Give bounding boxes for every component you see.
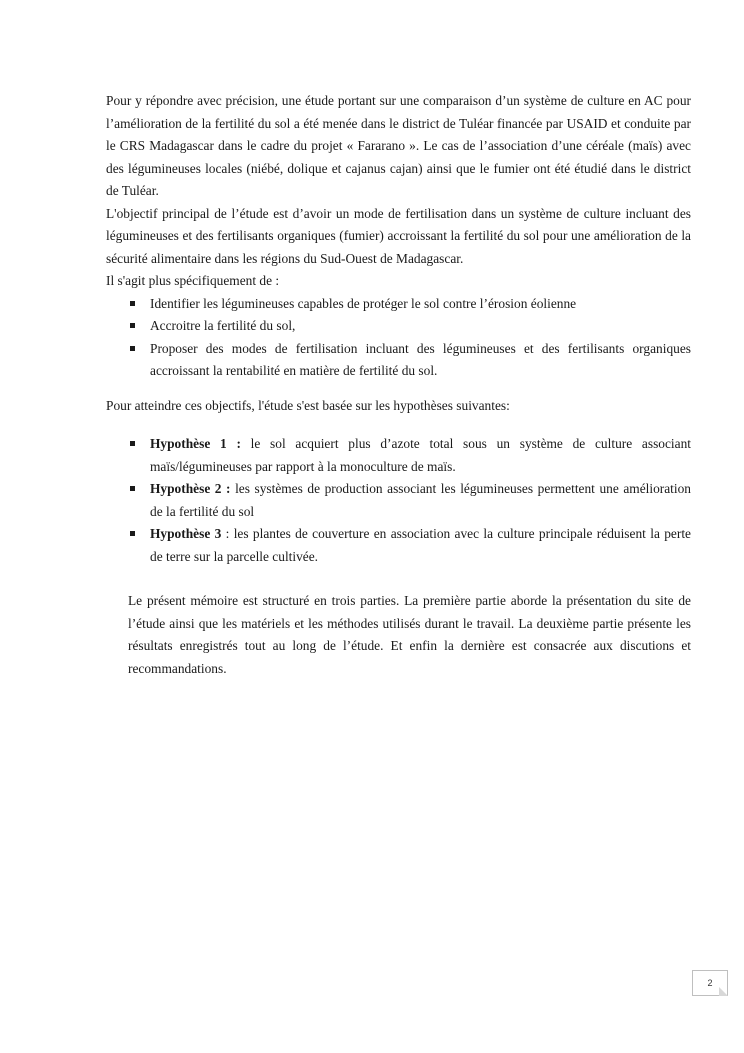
hypothesis-label: Hypothèse 1 :: [150, 436, 241, 451]
specific-objectives-intro: Il s'agit plus spécifiquement de :: [106, 273, 280, 288]
page-number-box: [692, 970, 728, 996]
hypothesis-item: [106, 433, 691, 478]
square-bullet-icon: [130, 486, 135, 491]
square-bullet-icon: [130, 301, 135, 306]
hypothesis-item: [106, 478, 691, 523]
hypothesis-text: le sol acquiert plus d’azote total sous un système de culture associant maïs/légumineuses par rapport à la monoculture de maïs.: [150, 436, 691, 474]
page-number: 2: [707, 978, 713, 988]
square-bullet-icon: [130, 531, 135, 536]
hypothesis-label: Hypothèse 3: [150, 526, 222, 541]
structure-paragraph: Le présent mémoire est structuré en trois parties. La première partie aborde la présentation du site de l’étude ainsi que les matériels et les méthodes utilisés durant le travail. La deuxième partie présente les résultats enregistrés tout au long de l’étude. Et enfin la dernière est consacrée aux discutions et recommandations.: [128, 593, 691, 676]
hypothesis-item: [106, 523, 691, 568]
hypotheses-list: [106, 433, 691, 568]
list-item: Identifier les légumineuses capables de protéger le sol contre l’érosion éolienne: [106, 293, 691, 316]
list-item: Proposer des modes de fertilisation incluant des légumineuses et des fertilisants organiques accroissant la rentabilité en matière de fertilité du sol.: [106, 338, 691, 383]
hypothesis-label: Hypothèse 2 :: [150, 481, 231, 496]
page-curl-icon: [719, 987, 728, 996]
intro-paragraph: Pour y répondre avec précision, une étude portant sur une comparaison d’un système de culture en AC pour l’amélioration de la fertilité du sol a été menée dans le district de Tuléar financée par USAID et conduite par le CRS Madagascar dans le cadre du projet « Fararano ». Le cas de l’association d’une céréale (maïs) avec des légumineuses locales (niébé, dolique et cajanus cajan) ainsi que le fumier ont été étudié dans le district de Tuléar.: [106, 93, 691, 198]
square-bullet-icon: [130, 323, 135, 328]
square-bullet-icon: [130, 441, 135, 446]
objective-paragraph: L'objectif principal de l’étude est d’avoir un mode de fertilisation dans un système de culture incluant des légumineuses et des fertilisants organiques (fumier) accroissant la fertilité du sol pour une amélioration de la sécurité alimentaire dans les régions du Sud-Ouest de Madagascar.: [106, 205, 691, 266]
hypothesis-text: : les plantes de couverture en association avec la culture principale réduisent la perte de terre sur la parcelle cultivée.: [150, 526, 691, 564]
hypotheses-intro: Pour atteindre ces objectifs, l'étude s'est basée sur les hypothèses suivantes:: [106, 397, 510, 413]
square-bullet-icon: [130, 346, 135, 351]
hypothesis-text: les systèmes de production associant les légumineuses permettent une amélioration de la fertilité du sol: [150, 481, 692, 519]
list-item: Accroitre la fertilité du sol,: [106, 315, 691, 338]
specific-objectives-list: [106, 293, 691, 383]
document-page: [106, 90, 691, 680]
